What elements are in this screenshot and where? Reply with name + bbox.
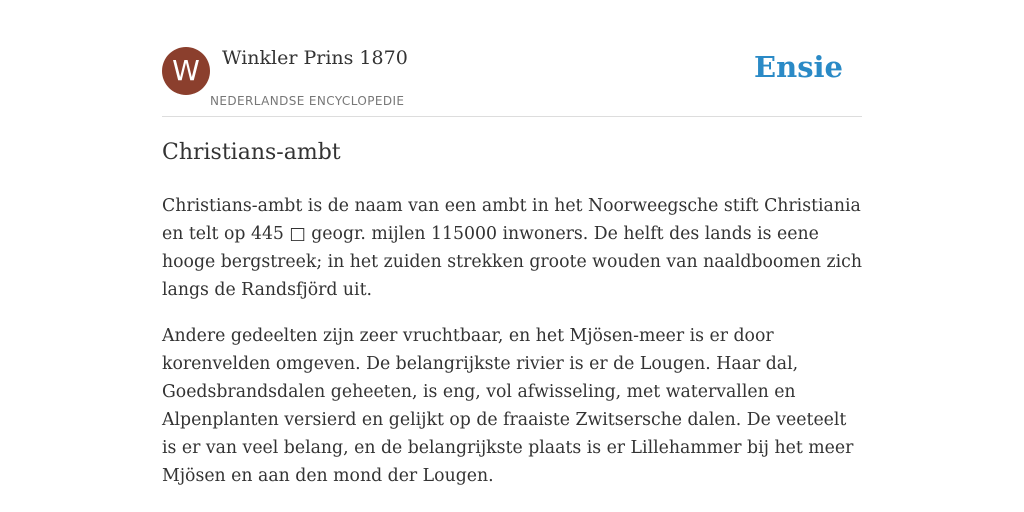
header — [162, 44, 862, 117]
source-avatar[interactable]: W — [162, 47, 210, 95]
source-title-link[interactable]: Winkler Prins 1870 — [222, 47, 408, 69]
article-title: Christians-ambt — [162, 140, 341, 165]
article-paragraph: Andere gedeelten zijn zeer vruchtbaar, en het Mjösen-meer is er door korenvelden omgeven. De belangrijkste rivier is er de Lougen. Haar dal, Goedsbrandsdalen geheeten, is eng, vol afwisseling, met watervallen en Alpenplanten versierd en gelijkt op de fraaiste Zwitsersche dalen. De veeteelt is er van veel belang, en de belangrijkste plaats is er Lillehammer bij het meer Mjösen en aan den mond der Lougen. — [162, 326, 854, 486]
article-body — [162, 192, 862, 508]
article-paragraph: Christians-ambt is de naam van een ambt in het Noorweegsche stift Christiania en telt op 445 □ geogr. mijlen 115000 inwoners. De helft des lands is eene hooge bergstreek; in het zuiden strekken groote wouden van naaldboomen zich langs de Randsfjörd uit. — [162, 196, 862, 300]
source-subtitle: NEDERLANDSE ENCYCLOPEDIE — [210, 94, 405, 108]
ensie-logo-link[interactable]: Ensie — [754, 50, 843, 84]
